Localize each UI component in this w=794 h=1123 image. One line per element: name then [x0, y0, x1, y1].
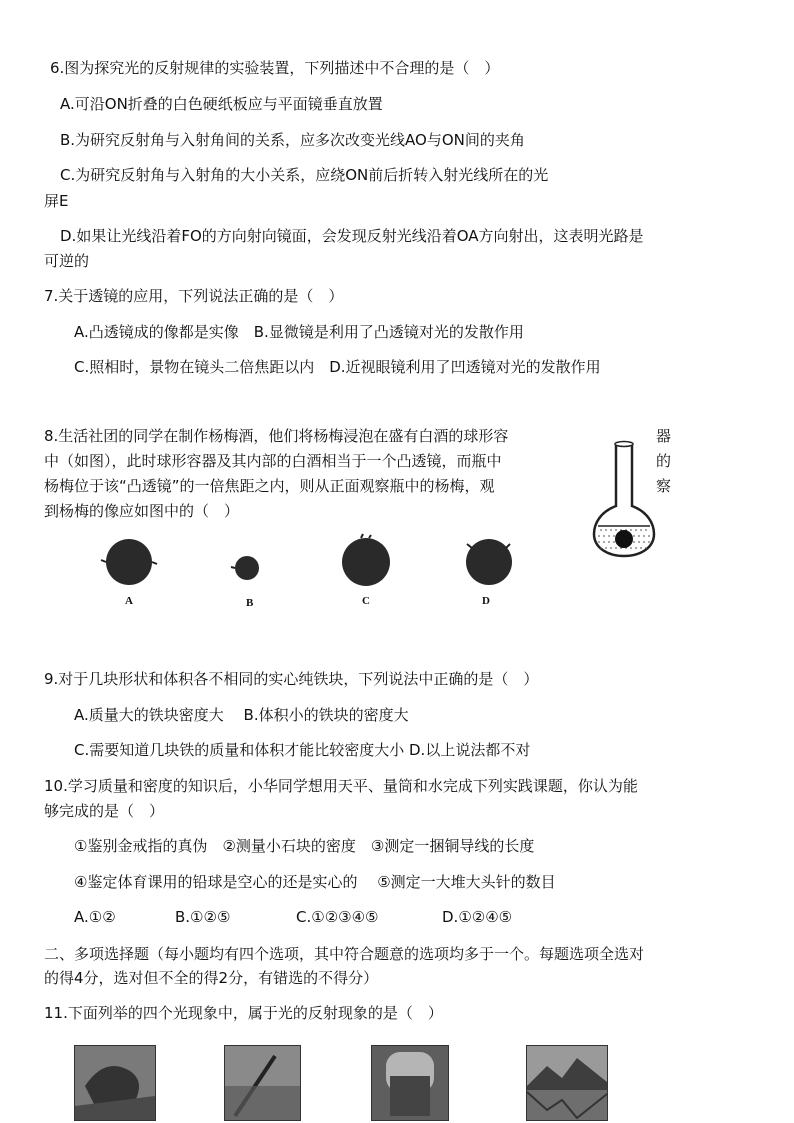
q8-line2-end: 的	[656, 452, 672, 470]
q9-options-cd: C.需要知道几块铁的质量和体积才能比较密度大小 D.以上说法都不对	[74, 741, 531, 759]
q8-option-c-image	[335, 532, 397, 588]
q7-stem: 7.关于透镜的应用，下列说法正确的是（ ）	[44, 287, 344, 305]
q8-option-b-label: B	[246, 597, 254, 609]
q10-items-line1: ①鉴别金戒指的真伪 ②测量小石块的密度 ③测定一捆铜导线的长度	[74, 837, 535, 855]
q8-line1: 8.生活社团的同学在制作杨梅酒，他们将杨梅浸泡在盛有白酒的球形容	[44, 427, 509, 445]
q9-options-ab: A.质量大的铁块密度大 B.体积小的铁块的密度大	[74, 706, 409, 724]
q6-option-b: B.为研究反射角与入射角间的关系，应多次改变光线AO与ON间的夹角	[60, 131, 525, 149]
q11-photo-2	[224, 1045, 301, 1121]
q11-photo-3	[371, 1045, 449, 1121]
q10-option-b: B.①②⑤	[175, 908, 231, 926]
q10-option-c: C.①②③④⑤	[296, 908, 379, 926]
q8-option-a-image	[100, 536, 160, 588]
q8-option-b-image	[230, 553, 264, 583]
q8-line4: 到杨梅的像应如图中的（ ）	[44, 502, 240, 520]
q6-option-c-line2: 屏E	[44, 192, 69, 210]
q8-line1-end: 器	[656, 427, 672, 445]
round-flask-figure	[590, 440, 660, 558]
q6-option-d-line1: D.如果让光线沿着FO的方向射向镜面，会发现反射光线沿着OA方向射出，这表明光路是	[60, 227, 644, 245]
q6-stem: 6.图为探究光的反射规律的实验装置，下列描述中不合理的是（ ）	[50, 59, 500, 77]
q10-stem-line1: 10.学习质量和密度的知识后，小华同学想用天平、量筒和水完成下列实践课题，你认为能	[44, 777, 638, 795]
q8-line3-end: 察	[656, 477, 672, 495]
q9-stem: 9.对于几块形状和体积各不相同的实心纯铁块，下列说法中正确的是（ ）	[44, 670, 539, 688]
q10-items-line2: ④鉴定体育课用的铅球是空心的还是实心的 ⑤测定一大堆大头针的数目	[74, 873, 556, 891]
q8-line3: 杨梅位于该“凸透镜”的一倍焦距之内，则从正面观察瓶中的杨梅，观	[44, 477, 495, 495]
q8-option-a-label: A	[125, 595, 133, 607]
q6-option-a: A.可沿ON折叠的白色硬纸板应与平面镜垂直放置	[60, 95, 383, 113]
q11-photo-1	[74, 1045, 156, 1121]
q11-photo-4	[526, 1045, 608, 1121]
q6-option-d-line2: 可逆的	[44, 252, 90, 270]
q7-options-cd: C.照相时，景物在镜头二倍焦距以内 D.近视眼镜利用了凹透镜对光的发散作用	[74, 358, 601, 376]
q11-stem: 11.下面列举的四个光现象中，属于光的反射现象的是（ ）	[44, 1004, 443, 1022]
section2-heading-line1: 二、多项选择题（每小题均有四个选项，其中符合题意的选项均多于一个。每题选项全选对	[44, 945, 645, 963]
q6-option-c-line1: C.为研究反射角与入射角的大小关系，应绕ON前后折转入射光线所在的光	[60, 166, 549, 184]
q10-option-d: D.①②④⑤	[442, 908, 513, 926]
q7-options-ab: A.凸透镜成的像都是实像 B.显微镜是利用了凸透镜对光的发散作用	[74, 323, 524, 341]
q10-stem-line2: 够完成的是（ ）	[44, 802, 165, 820]
q8-option-c-label: C	[362, 595, 370, 607]
q8-option-d-label: D	[482, 595, 490, 607]
q8-line2: 中（如图），此时球形容器及其内部的白酒相当于一个凸透镜，而瓶中	[44, 452, 502, 470]
q10-option-a: A.①②	[74, 908, 116, 926]
section2-heading-line2: 的得4分，选对但不全的得2分，有错选的不得分）	[44, 969, 379, 987]
q8-option-d-image	[460, 534, 520, 588]
